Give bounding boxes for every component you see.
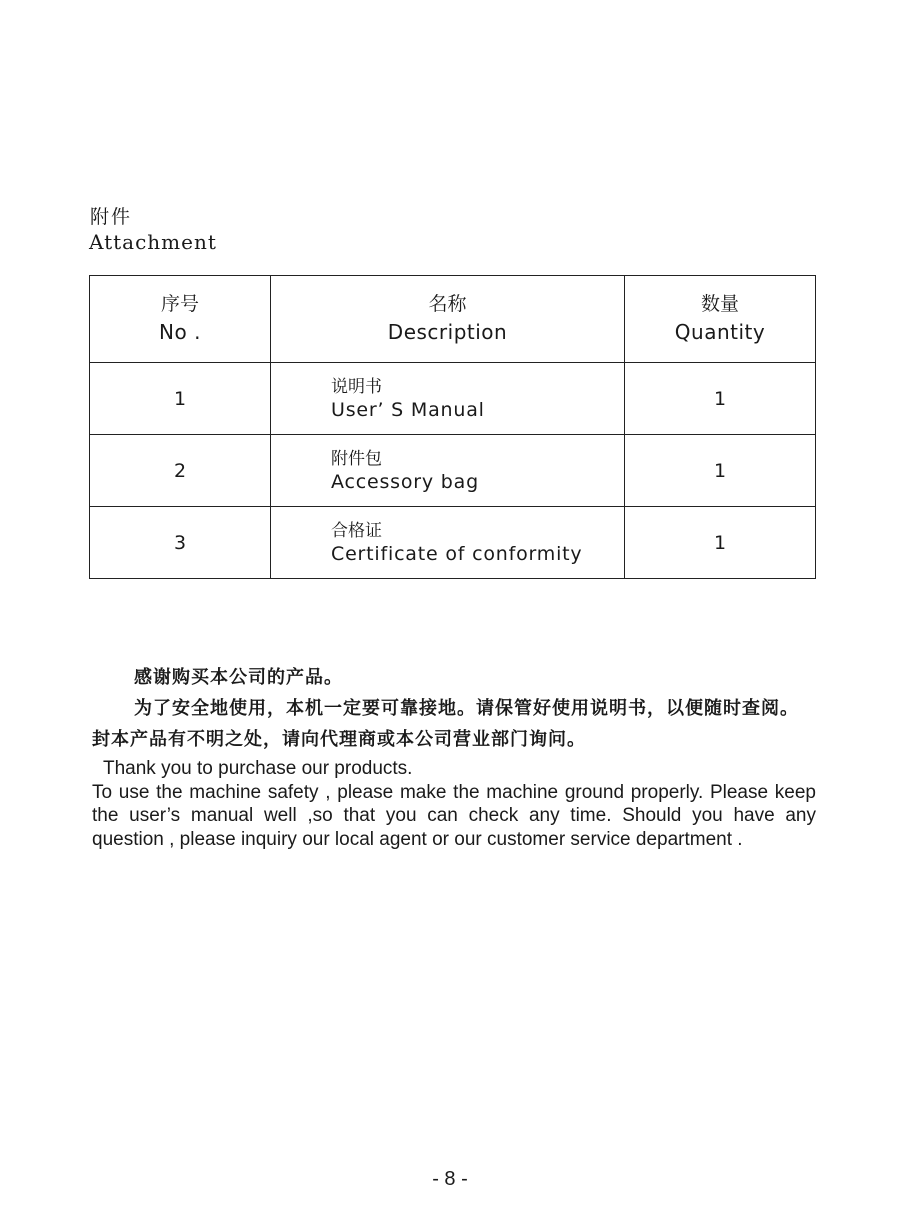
header-no <box>90 276 271 363</box>
row-quantity: 1 <box>625 507 816 579</box>
notice-cn-para2: 为了安全地使用，本机一定要可靠接地。请保管好使用说明书，以便随时查阅。封本产品有不明之处，请向代理商或本公司营业部门询问。 <box>92 698 799 750</box>
row-description-en: Accessory bag <box>331 470 479 493</box>
row-quantity: 1 <box>625 363 816 435</box>
row-quantity: 1 <box>625 435 816 507</box>
header-quantity <box>625 276 816 363</box>
section-title-en: Attachment <box>89 230 217 254</box>
row-no: 3 <box>90 507 271 579</box>
row-description-cn: 合格证 <box>331 520 382 541</box>
row-description <box>271 363 625 435</box>
row-description-en: User’ S Manual <box>331 398 485 421</box>
notice-en <box>92 757 816 851</box>
notice-cn <box>92 662 812 755</box>
table-row <box>90 435 816 507</box>
section-title-cn: 附件 <box>90 206 133 228</box>
notice-en-para2: To use the machine safety , please make the machine ground properly. Please keep the user’s manual well ,so that you can check any time. Should you have any question , please inquiry our local agent or our customer service department . <box>92 781 816 850</box>
row-description <box>271 435 625 507</box>
row-description-cn: 说明书 <box>331 376 382 397</box>
notice-en-line1: Thank you to purchase our products. <box>103 758 413 779</box>
table-row <box>90 507 816 579</box>
header-description-en: Description <box>387 320 508 344</box>
header-no-cn: 序号 <box>160 293 199 315</box>
header-no-en: No . <box>159 320 201 344</box>
row-no: 1 <box>90 363 271 435</box>
header-description-cn: 名称 <box>428 293 467 315</box>
row-description-cn: 附件包 <box>331 448 382 469</box>
table-row <box>90 363 816 435</box>
table-header-row <box>90 276 816 363</box>
notice-cn-line1: 感谢购买本公司的产品。 <box>134 667 343 688</box>
page-number: - 8 - <box>432 1168 468 1190</box>
header-quantity-en: Quantity <box>674 320 766 344</box>
header-quantity-cn: 数量 <box>700 293 739 315</box>
row-description <box>271 507 625 579</box>
attachment-table <box>89 275 816 579</box>
row-description-en: Certificate of conformity <box>331 542 583 565</box>
header-description <box>271 276 625 363</box>
row-no: 2 <box>90 435 271 507</box>
